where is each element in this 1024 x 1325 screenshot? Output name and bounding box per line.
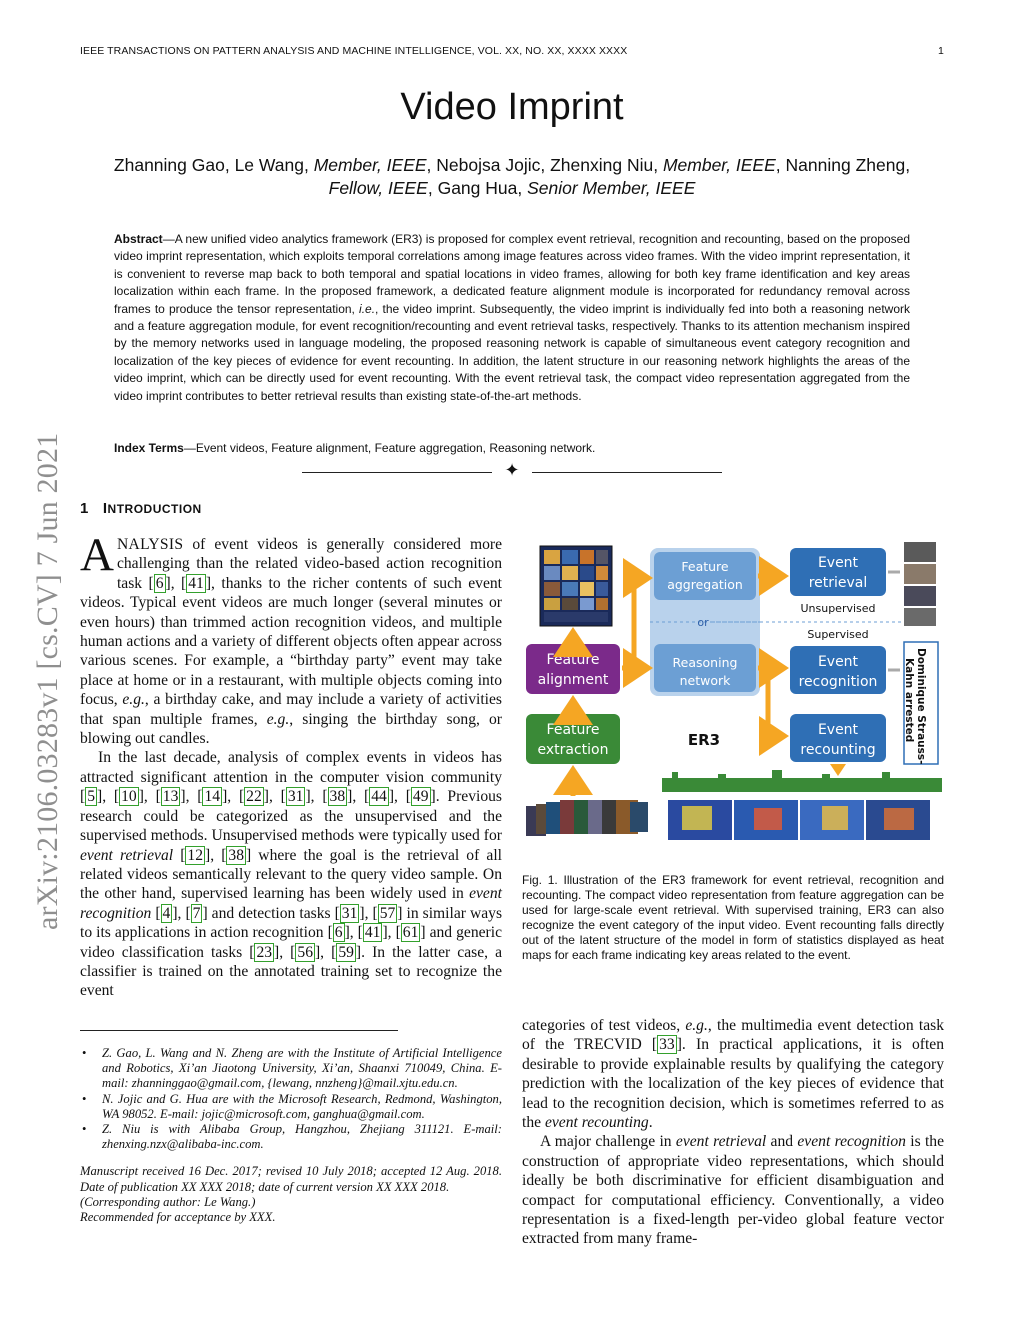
text-run: event recognition bbox=[797, 1133, 906, 1151]
citation-link[interactable]: 4 bbox=[162, 904, 171, 922]
section-title-rest: NTRODUCTION bbox=[107, 502, 202, 516]
citation-link[interactable]: 7 bbox=[192, 904, 201, 922]
abstract-text-cont: , the video imprint. Subsequently, the video imprint is individually fed into both a reasoning network and a feature aggregation module, for event recognition/recounting and event retrieval tasks, respectively. Thanks to its attention mechanism inspired by the memory networks used in language modeling, the proposed reasoning network is capable of simultaneous event category recognition and localization of the key pieces of evidence for event recounting. In addition, the latent structure in our reasoning network highlights the areas of the video imprint, which can be directly used for event recounting. With the event retrieval task, the compact video representation aggregated from the video imprint contributes to better retrieval results than existing state-of-the-art methods. bbox=[114, 301, 910, 403]
lead-word: NALYSIS bbox=[116, 536, 184, 553]
citation-link[interactable]: 33 bbox=[659, 1036, 675, 1054]
text-run: of event videos is generally considered more challenging than the related video-based action recognition task bbox=[116, 536, 502, 592]
event-category-label bbox=[903, 642, 938, 765]
reasoning-network-label: network bbox=[679, 673, 731, 688]
feature-extraction-box bbox=[526, 714, 620, 764]
text-run: A major challenge in bbox=[540, 1133, 676, 1151]
footnote-affiliation: • Z. Niu is with Alibaba Group, Hangzhou, Zhejiang 311121. E-mail: zhenxing.nzx@alibaba-inc.com. bbox=[80, 1122, 502, 1152]
event-recounting-box bbox=[790, 714, 886, 762]
intro-paragraph-1: ANALYSIS of event videos is generally considered more challenging than the related video-based action recognition task [ 6 ], [ 41 ], thanks to the richer contents of such event videos. Typical event videos are much longer (several minutes or even hours) than trimmed action recognition videos, and multiple human actions and a variety of different objects often appear across various scenes. For example, a “birthday party” event may take place at home or in a restaurant, with multiple objects coming into focus, e.g., a birthday cake, and may include a variety of activities that span multiple frames, e.g., singing the birthday song, or blowing out candles. bbox=[80, 529, 503, 748]
index-terms-text: —Event videos, Feature alignment, Feature aggregation, Reasoning network. bbox=[183, 441, 596, 455]
section-divider bbox=[302, 460, 722, 483]
paper-title: Video Imprint bbox=[400, 86, 624, 128]
citation-link[interactable]: 41 bbox=[188, 574, 204, 592]
or-label: or bbox=[697, 616, 709, 629]
text-run: e.g. bbox=[685, 1017, 708, 1034]
citation-link[interactable]: 10 bbox=[121, 788, 137, 806]
citation-link[interactable]: 22 bbox=[246, 788, 262, 806]
citation-link[interactable]: 5 bbox=[87, 788, 95, 806]
event-recognition-box bbox=[790, 646, 886, 694]
text-run: categories of test videos, bbox=[522, 1017, 686, 1034]
author-role: Fellow, IEEE bbox=[328, 178, 428, 198]
text-run: . In the latter case, a classifier is trained on the annotated training set to recognize the event bbox=[80, 943, 502, 1000]
text-run: event recounting bbox=[544, 1114, 649, 1132]
text-run: where the goal is the retrieval of all related videos semantically relevant to the query video sample. On the other hand, supervised learning has been widely used in bbox=[80, 846, 502, 903]
author-name: Zhenxing Niu bbox=[550, 155, 654, 175]
retrieval-thumbnails bbox=[904, 542, 936, 626]
citation-link[interactable]: 57 bbox=[379, 904, 396, 922]
author-role: Member, IEEE bbox=[313, 155, 427, 175]
citation-link[interactable]: 59 bbox=[338, 943, 354, 961]
intro-paragraph-3: categories of test videos, e.g., the multimedia event detection task of the TRECVID [ 33 ]. In practical applications, it is often desirable to provide explainable results by qualifying the category prediction with the localization of the key pieces of evidence that lead to the recognition decision, which is sometimes referred to as the event recounting. bbox=[522, 1017, 944, 1132]
caption-text: Illustration of the ER3 framework for event retrieval, recognition and recounting. The compact video representation from feature aggregation can be used for large-scale event retrieval. With supervised training, ER3 can also recognize the event category of the input video. Event recounting falls directly out of the latent structure of the model in form of statistics displayed as heat maps for each frame indicating key areas related to the event. bbox=[522, 873, 944, 962]
caption-label: Fig. 1. bbox=[522, 873, 558, 887]
text-run: event retrieval bbox=[80, 846, 174, 864]
citation-link[interactable]: 14 bbox=[204, 788, 221, 806]
event-retrieval-box bbox=[790, 548, 886, 596]
citation-link[interactable]: 23 bbox=[256, 943, 273, 961]
event-recounting-label: recounting bbox=[800, 742, 876, 758]
divider-rule-left bbox=[302, 472, 492, 473]
citation-link[interactable]: 31 bbox=[341, 904, 358, 922]
citation-link[interactable]: 6 bbox=[155, 574, 164, 592]
feature-aggregation-label: aggregation bbox=[667, 577, 743, 592]
body-column-left bbox=[80, 529, 503, 1001]
author-name: Zhanning Gao bbox=[113, 155, 225, 175]
citation-link[interactable]: 38 bbox=[228, 846, 244, 864]
abstract bbox=[114, 231, 910, 405]
text-run: In the last decade, analysis of complex events in videos has attracted significant attention in the computer vision community bbox=[80, 749, 502, 786]
abstract-text: —A new unified video analytics framework (ER3) is proposed for complex event retrieval, recognition and recounting, based on the proposed video imprint representation, which exploits temporal correlations among image features across video frames. With the video imprint representation, it is convenient to reverse map back to both temporal and spatial locations in video frames, allowing for both key frame identification and key areas localization within each frame. In the proposed framework, a dedicated feature alignment module is incorporated for redundancy removal across frames to produce the tensor representation, bbox=[114, 232, 910, 316]
intro-paragraph-4 bbox=[522, 1132, 944, 1248]
index-terms-label: Index Terms bbox=[114, 441, 184, 455]
citation-link[interactable]: 12 bbox=[187, 846, 204, 864]
feature-aggregation-box bbox=[654, 552, 756, 600]
reasoning-network-box bbox=[654, 644, 756, 692]
event-retrieval-label: retrieval bbox=[808, 575, 868, 591]
feature-alignment-label: alignment bbox=[537, 672, 609, 688]
intro-paragraph-2: In the last decade, analysis of complex events in videos has attracted significant attention in the computer vision community [ 5 ], [ 10 ], [ 13 ], [ 14 ], [ 22 ], [ 31 ], [ 38 ], [ 44 ], [ 49 ]. Previous research could be categorized as the unsupervised and the supervised methods. Unsupervised methods were typically used for event retrieval [ 12 ], [ 38 ] where the goal is the retrieval of all related videos semantically relevant to the query video sample. On the other hand, supervised learning has been widely used in event recognition [ 4 ], [ 7 ] and detection tasks [ 31 ], [ 57 ] in similar ways to its applications in action recognition [ 6 ], [ 41 ], [ 61 ] and generic video classification tasks [ 23 ], [ 56 ], [ 59 ]. In the latter case, a classifier is trained on the annotated training set to recognize the event bbox=[80, 749, 503, 1000]
footnote-rule bbox=[80, 1030, 398, 1031]
event-label-line: Dominique Strauss- bbox=[915, 648, 927, 765]
text-run: , singing the birthday song, or blowing out candles. bbox=[80, 710, 503, 748]
recounting-heatmaps bbox=[668, 800, 930, 840]
event-recognition-label: Event bbox=[817, 654, 859, 670]
divider-rule-right bbox=[532, 472, 722, 473]
text-run: and generic video classification tasks bbox=[80, 924, 503, 961]
text-run: e.g. bbox=[122, 691, 145, 709]
feature-extraction-label: Feature bbox=[546, 722, 600, 738]
citation-link[interactable]: 49 bbox=[412, 788, 429, 806]
text-run: e.g. bbox=[266, 710, 290, 728]
text-run: and bbox=[766, 1133, 798, 1151]
footnote-affiliation: • Z. Gao, L. Wang and N. Zheng are with the Institute of Artificial Intelligence and Robotics, Xi’an Jiaotong University, Xi’an, Shaanxi 710049, China. E-mail: zhanninggao@gmail.com, {lewang, nnzheng}@mail.xjtu.edu.cn. bbox=[80, 1046, 502, 1092]
citation-link[interactable]: 13 bbox=[162, 788, 179, 806]
section-first-letter: I bbox=[102, 500, 108, 517]
er3-label: ER3 bbox=[687, 731, 721, 749]
text-run: , the multimedia event detection task of the TRECVID bbox=[522, 1017, 944, 1054]
event-label-line: Kahn arrested bbox=[903, 658, 915, 743]
text-run: event recognition bbox=[80, 885, 502, 922]
author-name: Nebojsa Jojic bbox=[436, 155, 541, 175]
author-name: Le Wang bbox=[234, 155, 304, 175]
feature-extraction-label: extraction bbox=[537, 742, 609, 758]
author-role: Senior Member, IEEE bbox=[527, 178, 696, 198]
figure-caption bbox=[522, 873, 944, 963]
citation-link[interactable]: 56 bbox=[297, 943, 313, 961]
running-header bbox=[80, 45, 944, 57]
section-number: 1 bbox=[80, 500, 89, 517]
citation-link[interactable]: 31 bbox=[287, 788, 304, 806]
body-column-right bbox=[522, 1016, 944, 1249]
drop-cap: A bbox=[80, 529, 114, 581]
text-run: . In practical applications, it is often desirable to provide explainable results by qualifying the category prediction with the localization of the key pieces of evidence that lead to the recognition decision, which is sometimes referred to as the bbox=[522, 1036, 944, 1132]
abstract-ie: i.e. bbox=[359, 301, 376, 316]
event-retrieval-label: Event bbox=[817, 555, 859, 571]
page-number: 1 bbox=[938, 45, 944, 57]
journal-title: IEEE TRANSACTIONS ON PATTERN ANALYSIS AND MACHINE INTELLIGENCE, VOL. XX, NO. XX, XXXX XXXX bbox=[80, 45, 628, 57]
corresponding-author: (Corresponding author: Le Wang.) bbox=[80, 1194, 256, 1209]
citation-link[interactable]: 38 bbox=[329, 788, 346, 806]
reasoning-network-label: Reasoning bbox=[672, 655, 738, 670]
citation-link[interactable]: 61 bbox=[402, 924, 419, 942]
supervised-label: Supervised bbox=[807, 628, 869, 641]
recommended-note: Recommended for acceptance by XXX. bbox=[80, 1210, 276, 1225]
footnotes bbox=[80, 1046, 502, 1225]
feature-alignment-box bbox=[526, 644, 620, 694]
section-heading bbox=[80, 500, 202, 517]
footnote-affiliation: • N. Jojic and G. Hua are with the Microsoft Research, Redmond, Washington, WA 98052. E-mail: jojic@microsoft.com, ganghua@gmail.com. bbox=[80, 1092, 502, 1122]
author-role: Member, IEEE bbox=[662, 155, 776, 175]
text-run: and detection tasks bbox=[207, 904, 335, 922]
citation-link[interactable]: 6 bbox=[334, 924, 343, 942]
text-run: . Previous research could be categorized as the unsupervised and the supervised methods. Unsupervised methods were typically used for bbox=[80, 788, 502, 845]
feature-aggregation-label: Feature bbox=[681, 559, 729, 574]
index-terms bbox=[114, 440, 910, 457]
manuscript-dates: Manuscript received 16 Dec. 2017; revised 10 July 2018; accepted 12 Aug. 2018. Date of publication XX XXX 2018; date of current version XX XXX 2018. bbox=[80, 1164, 502, 1194]
citation-link[interactable]: 41 bbox=[364, 924, 381, 942]
text-run: event retrieval bbox=[675, 1133, 767, 1151]
text-run: is the construction of appropriate video representations, which should ideally be both discriminative for efficient disambiguation and compact for computational efficiency. Conventionally, a video representation is a fixed-length per-video global feature vector extracted from many frame- bbox=[522, 1133, 945, 1248]
event-recounting-label: Event bbox=[817, 722, 859, 738]
event-recognition-label: recognition bbox=[798, 674, 878, 690]
text-run: , thanks to the richer contents of such event videos. Typical event videos are much longer (several minutes or even hours) than trimmed action recognition videos, and multiple human actions and a variety of different objects often appear across various scenes. For example, a “birthday party” event may take place at home or in a restaurant, with multiple objects coming into focus, bbox=[80, 574, 502, 709]
author-name: Nanning Zheng bbox=[785, 155, 906, 175]
abstract-label: Abstract bbox=[114, 232, 163, 246]
text-run: , a birthday cake, and may include a variety of activities that span multiple frames, bbox=[80, 691, 502, 728]
text-run: in similar ways to its applications in action recognition bbox=[80, 904, 503, 942]
recounting-timeline bbox=[662, 770, 942, 792]
er3-framework-diagram bbox=[522, 538, 944, 866]
author-list: Zhanning Gao, Le Wang, Member, IEEE, Nebojsa Jojic, Zhenxing Niu, Member, IEEE, Nanning Zheng, Fellow, IEEE, Gang Hua, Senior Member, IEEE bbox=[113, 155, 911, 198]
arxiv-stamp[interactable]: arXiv:2106.03283v1 [cs.CV] 7 Jun 2021 bbox=[31, 432, 64, 930]
author-name: Gang Hua bbox=[437, 178, 518, 198]
divider-star-icon: ✦ bbox=[504, 460, 520, 480]
citation-link[interactable]: 44 bbox=[371, 788, 387, 806]
feature-alignment-label: Feature bbox=[546, 652, 600, 668]
figure-1 bbox=[522, 538, 944, 866]
text-run: . bbox=[648, 1114, 653, 1132]
unsupervised-label: Unsupervised bbox=[800, 602, 876, 615]
input-video-frames bbox=[526, 800, 648, 836]
video-imprint-grid bbox=[540, 546, 612, 626]
